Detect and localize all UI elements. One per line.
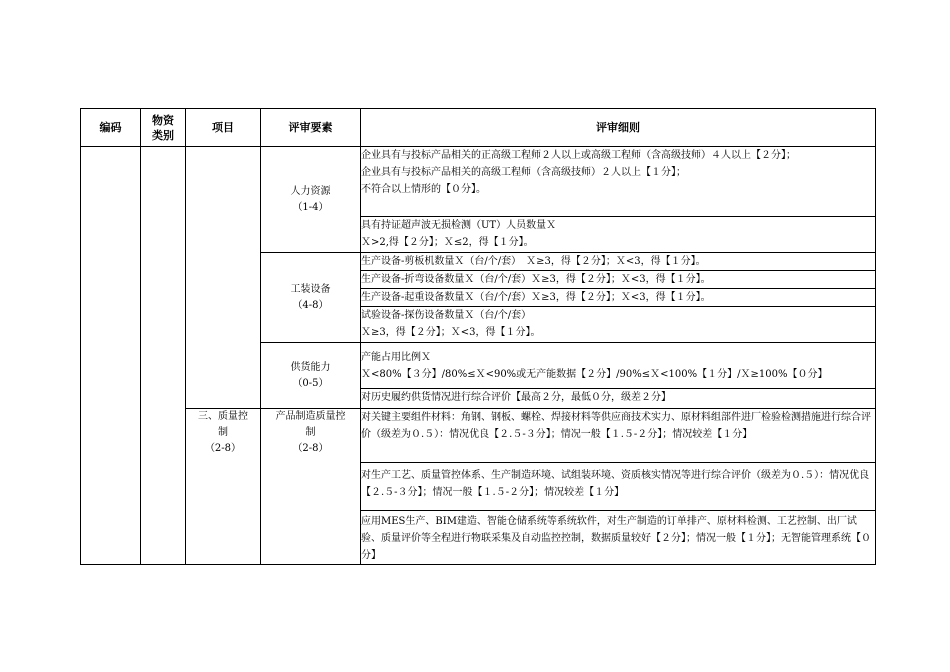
item-cell-empty (186, 147, 261, 409)
detail-cell: 生产设备-起重设备数量Ｘ（台/个/套）Ｘ≥3，得【２分】；Ｘ<3，得【１分】。 (361, 289, 876, 307)
detail-cell: 生产设备-剪板机数量Ｘ（台/个/套） Ｘ≥3，得【２分】；Ｘ<3，得【１分】。 (361, 253, 876, 271)
evaluation-table (80, 108, 876, 565)
table-row (81, 147, 876, 217)
detail-cell: 对生产工艺、质量管控体系、生产制造环境、试组装环境、资质核实情况等进行综合评价（级差为０.５）：情况优良【２.５-３分】；情况一般【１.５-２分】；情况较差【１分】 (361, 463, 876, 511)
detail-cell: 产能占用比例Ｘ Ｘ<80%【３分】/80%≤Ｘ<90%或无产能数据【２分】/90%≤Ｘ<100%【１分】/Ｘ≥100%【０分】 (361, 343, 876, 389)
code-cell (81, 147, 141, 565)
element-supply: 供货能力 （0-5） (261, 343, 361, 409)
detail-cell: 试验设备-探伤设备数量Ｘ（台/个/套） Ｘ≥3，得【２分】；Ｘ<3，得【１分】。 (361, 307, 876, 343)
table-row (81, 409, 876, 463)
material-category-cell (141, 147, 186, 565)
element-hr: 人力资源 （1-4） (261, 147, 361, 253)
element-mfg-quality: 产品制造质量控 制 （2-8） (261, 409, 361, 565)
detail-cell: 对历史履约供货情况进行综合评价【最高２分，最低０分，级差２分】 (361, 389, 876, 409)
header-material-category: 物资 类别 (141, 109, 186, 147)
detail-cell: 对关键主要组件材料：角钢、钢板、螺栓、焊接材料等供应商技术实力、原材料组部件进厂检验检测措施进行综合评价（级差为０.５）：情况优良【２.５-３分】；情况一般【１.５-２分】；情况较差【１分】 (361, 409, 876, 463)
header-item: 项目 (186, 109, 261, 147)
table-header-row (81, 109, 876, 147)
header-detail: 评审细则 (361, 109, 876, 147)
detail-cell: 具有持证超声波无损检测（UT）人员数量Ｘ Ｘ>2,得【２分】；Ｘ≤2，得【１分】。 (361, 217, 876, 253)
item-quality-control: 三、质量控 制 （2-8） (186, 409, 261, 565)
element-tooling: 工装设备 （4-8） (261, 253, 361, 343)
detail-cell: 企业具有与投标产品相关的正高级工程师２人以上或高级工程师（含高级技师）４人以上【２分】； 企业具有与投标产品相关的高级工程师（含高级技师）２人以上【１分】； 不符合以上情形的【０分】。 (361, 147, 876, 217)
detail-cell: 生产设备-折弯设备数量Ｘ（台/个/套）Ｘ≥3，得【２分】；Ｘ<3，得【１分】。 (361, 271, 876, 289)
header-element: 评审要素 (261, 109, 361, 147)
detail-cell: 应用MES生产、BIM建造、智能仓储系统等系统软件，对生产制造的订单排产、原材料检测、工艺控制、出厂试验、质量评价等全程进行物联采集及自动监控控制，数据质量较好【２分】；情况一般【１分】；无智能管理系统【０分】 (361, 511, 876, 565)
header-code: 编码 (81, 109, 141, 147)
